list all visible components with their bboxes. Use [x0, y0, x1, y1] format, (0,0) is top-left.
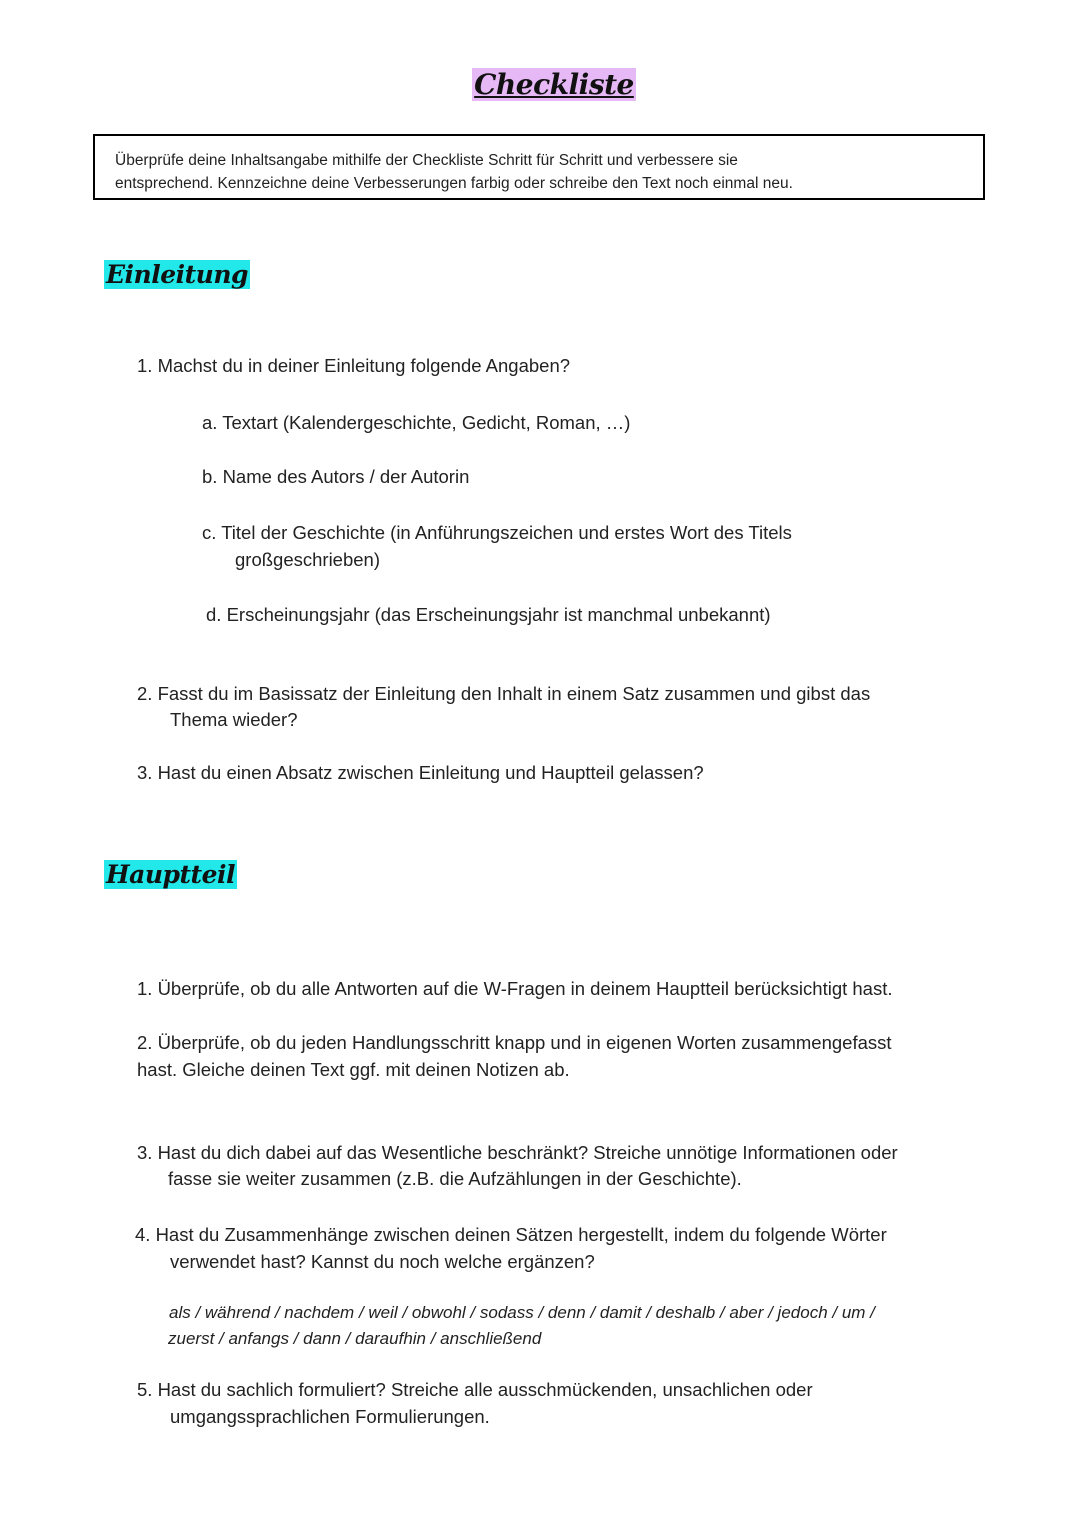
einleitung-question-2-line-2: Thema wieder? — [170, 709, 298, 730]
einleitung-item-d: d. Erscheinungsjahr (das Erscheinungsjahr ist manchmal unbekannt) — [206, 604, 771, 625]
einleitung-question-1: 1. Machst du in deiner Einleitung folgende Angaben? — [137, 355, 571, 376]
hauptteil-question-1: 1. Überprüfe, ob du alle Antworten auf die W-Fragen in deinem Hauptteil berücksichtigt hast. — [137, 978, 893, 999]
hauptteil-question-5-line-1: 5. Hast du sachlich formuliert? Streiche alle ausschmückenden, unsachlichen oder — [137, 1379, 813, 1400]
einleitung-item-c-line-2: großgeschrieben) — [235, 549, 380, 570]
section-hauptteil — [104, 858, 237, 892]
einleitung-question-3: 3. Hast du einen Absatz zwischen Einleitung und Hauptteil gelassen? — [137, 762, 704, 783]
instruction-line-2: entsprechend. Kennzeichne deine Verbesserungen farbig oder schreibe den Text noch einmal neu. — [115, 175, 793, 192]
hauptteil-question-2-line-1: 2. Überprüfe, ob du jeden Handlungsschritt knapp und in eigenen Worten zusammengefasst — [137, 1032, 892, 1053]
instruction-line-1: Überprüfe deine Inhaltsangabe mithilfe der Checkliste Schritt für Schritt und verbessere sie — [115, 152, 738, 169]
section-heading-einleitung: Einleitung — [106, 260, 249, 289]
einleitung-item-a: a. Textart (Kalendergeschichte, Gedicht, Roman, …) — [202, 412, 631, 433]
hauptteil-question-4-line-2: verwendet hast? Kannst du noch welche ergänzen? — [170, 1251, 595, 1272]
section-heading-hauptteil: Hauptteil — [106, 860, 235, 889]
hauptteil-question-5-line-2: umgangssprachlichen Formulierungen. — [170, 1406, 490, 1427]
page-title: Checkliste — [474, 68, 634, 101]
hauptteil-question-2-line-2: hast. Gleiche deinen Text ggf. mit deinen Notizen ab. — [137, 1059, 570, 1080]
connector-words-line-1: als / während / nachdem / weil / obwohl / sodass / denn / damit / deshalb / aber / jedoch / um / — [169, 1303, 875, 1322]
hauptteil-question-4-line-1: 4. Hast du Zusammenhänge zwischen deinen Sätzen hergestellt, indem du folgende Wörter — [135, 1224, 887, 1245]
connector-words-line-2: zuerst / anfangs / dann / daraufhin / anschließend — [168, 1329, 542, 1348]
einleitung-question-2-line-1: 2. Fasst du im Basissatz der Einleitung den Inhalt in einem Satz zusammen und gibst das — [137, 683, 871, 704]
section-einleitung — [104, 258, 250, 292]
einleitung-item-b: b. Name des Autors / der Autorin — [202, 466, 470, 487]
hauptteil-question-3-line-1: 3. Hast du dich dabei auf das Wesentliche beschränkt? Streiche unnötige Informationen oder — [137, 1142, 898, 1163]
hauptteil-question-3-line-2: fasse sie weiter zusammen (z.B. die Aufzählungen in der Geschichte). — [168, 1168, 742, 1189]
einleitung-item-c-line-1: c. Titel der Geschichte (in Anführungszeichen und erstes Wort des Titels — [202, 522, 792, 543]
instruction-box — [93, 134, 985, 200]
